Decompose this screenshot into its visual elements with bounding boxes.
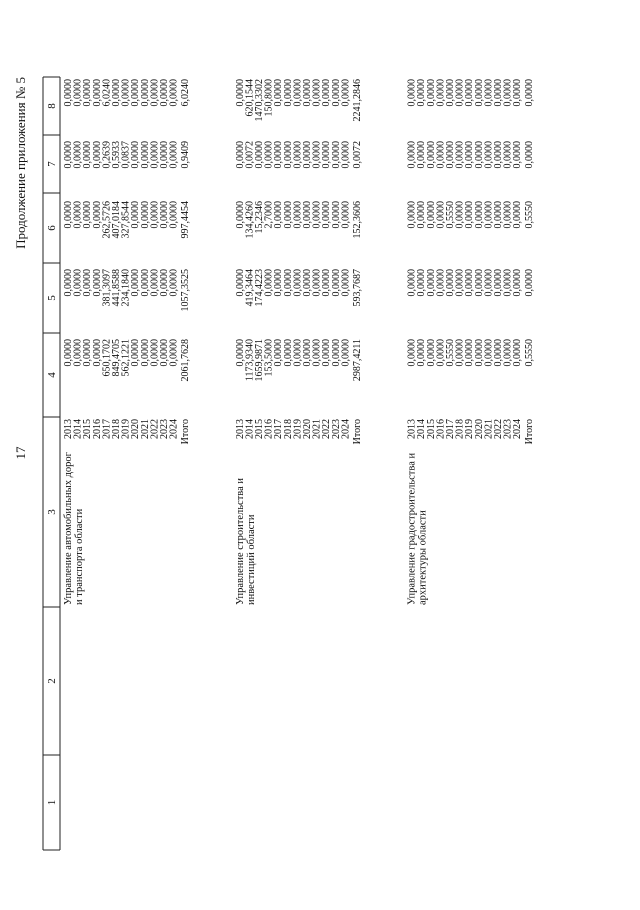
cell-col-6: 0,0000 (139, 201, 151, 229)
cell-col-7: 0,0000 (473, 141, 485, 169)
block-name-line: инвестиций области (245, 514, 257, 605)
cell-col-8: 0,0000 (493, 79, 504, 107)
year-label: 2024 (168, 419, 180, 439)
cell-col-7: 0,0000 (302, 141, 313, 169)
cell-col-8: 6,0240 (101, 79, 113, 107)
cell-col-5: 0,0000 (292, 269, 304, 297)
year-label: 2024 (512, 419, 524, 439)
cell-col-8: 0,0000 (445, 79, 456, 107)
cell-col-6: 0,0000 (416, 201, 428, 229)
cell-col-7: 0,0000 (311, 141, 323, 169)
cell-col-4: 0,0000 (282, 339, 294, 367)
cell-col-4: 0,0000 (473, 339, 485, 367)
cell-col-6: 0,0000 (149, 201, 161, 229)
cell-col-5: 0,0000 (473, 269, 485, 297)
year-label: 2017 (273, 419, 285, 439)
cell-col-8: 0,0000 (282, 79, 294, 107)
cell-col-5: 0,0000 (302, 269, 313, 297)
cell-col-8: 0,0000 (139, 79, 151, 107)
cell-col-7: 0,0000 (159, 141, 170, 169)
year-label: 2019 (464, 419, 476, 439)
cell-col-7: 0,0000 (512, 141, 524, 169)
cell-col-6: 0,0000 (512, 201, 524, 229)
cell-col-7: 0,0000 (139, 141, 151, 169)
column-number-2: 2 (46, 678, 58, 684)
cell-col-6: 15,2346 (254, 201, 265, 234)
year-label: 2024 (340, 419, 352, 439)
block-name-line: Управление градостроительства и (406, 452, 418, 605)
cell-col-7: 0,0000 (234, 141, 246, 169)
total-label: Итого (523, 419, 535, 445)
cell-col-4: 0,0000 (168, 339, 180, 367)
cell-col-6: 0,0000 (91, 201, 103, 229)
year-label: 2013 (406, 419, 418, 439)
cell-col-6: 0,0000 (168, 201, 180, 229)
year-label: 2021 (483, 419, 495, 439)
cell-col-7: 0,0000 (435, 141, 447, 169)
cell-col-7: 0,0000 (406, 141, 418, 169)
cell-col-6: 0,0000 (473, 201, 485, 229)
cell-col-4: 0,0000 (435, 339, 447, 367)
cell-col-8: 1470,3302 (254, 79, 265, 122)
cell-col-7: 0,0000 (63, 141, 74, 169)
cell-col-8: 0,0000 (63, 79, 74, 107)
cell-col-8: 0,0000 (149, 79, 161, 107)
cell-col-6: 0,0000 (464, 201, 476, 229)
year-label: 2022 (149, 419, 161, 439)
column-number-3: 3 (46, 509, 58, 515)
cell-col-8: 0,0000 (406, 79, 418, 107)
cell-col-4: 0,0000 (425, 339, 437, 367)
cell-col-6: 0,5550 (445, 201, 456, 229)
cell-col-6: 0,0000 (483, 201, 495, 229)
cell-col-6: 2,7000 (263, 201, 275, 229)
block-name-line: архитектуры области (417, 510, 429, 605)
year-label: 2016 (91, 419, 103, 439)
cell-col-6: 0,0000 (63, 201, 74, 229)
cell-col-6: 0,5550 (523, 201, 535, 229)
year-label: 2020 (473, 419, 485, 439)
cell-col-4: 0,0000 (139, 339, 151, 367)
cell-col-8: 0,0000 (321, 79, 333, 107)
cell-col-5: 0,0000 (445, 269, 456, 297)
cell-col-8: 0,0000 (454, 79, 466, 107)
cell-col-4: 0,0000 (159, 339, 170, 367)
cell-col-8: 0,0000 (168, 79, 180, 107)
cell-col-7: 0,0000 (454, 141, 466, 169)
cell-col-7: 0,0000 (416, 141, 428, 169)
cell-col-6: 0,0000 (292, 201, 304, 229)
cell-col-8: 6,0240 (180, 79, 192, 107)
cell-col-7: 0,0837 (120, 141, 132, 169)
cell-col-6: 134,4260 (244, 201, 256, 239)
year-label: 2022 (493, 419, 504, 439)
cell-col-6: 0,0000 (406, 201, 418, 229)
cell-col-6: 0,0000 (302, 201, 313, 229)
cell-col-8: 0,0000 (435, 79, 447, 107)
year-label: 2020 (130, 419, 142, 439)
cell-col-4: 0,0000 (130, 339, 142, 367)
cell-col-5: 0,0000 (416, 269, 428, 297)
cell-col-5: 0,0000 (311, 269, 323, 297)
cell-col-4: 0,0000 (483, 339, 495, 367)
cell-col-7: 0,0000 (282, 141, 294, 169)
cell-col-5: 0,0000 (502, 269, 514, 297)
cell-col-5: 441,8588 (111, 269, 122, 307)
cell-col-5: 0,0000 (454, 269, 466, 297)
cell-col-4: 0,0000 (91, 339, 103, 367)
year-label: 2022 (321, 419, 333, 439)
cell-col-5: 0,0000 (159, 269, 170, 297)
cell-col-5: 593,7687 (352, 269, 363, 307)
cell-col-8: 0,0000 (273, 79, 285, 107)
block-name-line: Управление строительства и (234, 477, 246, 605)
block-name-line: и транспорта области (74, 508, 85, 605)
year-label: 2017 (101, 419, 113, 439)
cell-col-5: 0,0000 (63, 269, 74, 297)
cell-col-4: 0,0000 (502, 339, 514, 367)
cell-col-5: 0,0000 (483, 269, 495, 297)
year-label: 2020 (302, 419, 313, 439)
cell-col-8: 0,0000 (416, 79, 428, 107)
cell-col-4: 849,4705 (111, 339, 122, 377)
cell-col-7: 0,0000 (149, 141, 161, 169)
cell-col-4: 0,0000 (311, 339, 323, 367)
column-number-4: 4 (46, 372, 58, 378)
cell-col-6: 152,3606 (352, 201, 363, 239)
cell-col-4: 0,0000 (63, 339, 74, 367)
cell-col-4: 650,1702 (101, 339, 113, 377)
cell-col-8: 0,0000 (340, 79, 352, 107)
year-label: 2016 (263, 419, 275, 439)
cell-col-5: 419,3464 (244, 269, 256, 307)
cell-col-5: 0,0000 (168, 269, 180, 297)
cell-col-6: 0,0000 (159, 201, 170, 229)
cell-col-4: 0,0000 (321, 339, 333, 367)
cell-col-4: 0,0000 (493, 339, 504, 367)
cell-col-8: 0,0000 (473, 79, 485, 107)
year-label: 2018 (454, 419, 466, 439)
cell-col-4: 0,0000 (72, 339, 84, 367)
cell-col-4: 0,0000 (292, 339, 304, 367)
total-label: Итого (180, 419, 192, 445)
year-label: 2014 (416, 419, 428, 439)
cell-col-4: 562,1221 (120, 339, 132, 377)
year-label: 2014 (72, 419, 84, 439)
cell-col-5: 0,0000 (82, 269, 94, 297)
year-label: 2021 (139, 419, 151, 439)
year-label: 2018 (111, 419, 122, 439)
cell-col-6: 0,0000 (82, 201, 94, 229)
cell-col-5: 0,0000 (139, 269, 151, 297)
year-label: 2019 (120, 419, 132, 439)
cell-col-4: 0,0000 (82, 339, 94, 367)
cell-col-6: 0,0000 (273, 201, 285, 229)
cell-col-4: 0,5550 (523, 339, 535, 367)
year-label: 2019 (292, 419, 304, 439)
year-label: 2023 (330, 419, 342, 439)
cell-col-5: 381,3097 (101, 269, 113, 307)
cell-col-6: 0,0000 (493, 201, 504, 229)
cell-col-7: 0,0000 (254, 141, 265, 169)
column-number-8: 8 (46, 103, 58, 109)
cell-col-7: 0,0000 (464, 141, 476, 169)
total-label: Итого (352, 419, 363, 445)
year-label: 2023 (502, 419, 514, 439)
cell-col-8: 0,0000 (111, 79, 122, 107)
cell-col-4: 0,5550 (445, 339, 456, 367)
cell-col-5: 0,0000 (234, 269, 246, 297)
cell-col-7: 0,0000 (425, 141, 437, 169)
cell-col-8: 0,0000 (512, 79, 524, 107)
cell-col-8: 0,0000 (302, 79, 313, 107)
year-label: 2021 (311, 419, 323, 439)
year-label: 2015 (425, 419, 437, 439)
cell-col-6: 0,0000 (282, 201, 294, 229)
cell-col-8: 0,0000 (91, 79, 103, 107)
cell-col-8: 0,0000 (130, 79, 142, 107)
appendix-title: Продолжение приложения № 5 (13, 77, 28, 249)
cell-col-6: 0,0000 (311, 201, 323, 229)
cell-col-5: 0,0000 (91, 269, 103, 297)
cell-col-6: 0,0000 (340, 201, 352, 229)
year-label: 2016 (435, 419, 447, 439)
cell-col-6: 0,0000 (321, 201, 333, 229)
cell-col-5: 0,0000 (425, 269, 437, 297)
cell-col-7: 0,0000 (263, 141, 275, 169)
cell-col-8: 0,0000 (120, 79, 132, 107)
cell-col-6: 0,0000 (130, 201, 142, 229)
cell-col-5: 0,0000 (406, 269, 418, 297)
year-label: 2013 (63, 419, 74, 439)
cell-col-8: 2241,2846 (352, 79, 363, 122)
cell-col-5: 0,0000 (523, 269, 535, 297)
year-label: 2015 (82, 419, 94, 439)
cell-col-7: 0,0000 (523, 141, 535, 169)
cell-col-5: 0,0000 (512, 269, 524, 297)
cell-col-8: 0,0000 (292, 79, 304, 107)
cell-col-6: 0,0000 (435, 201, 447, 229)
cell-col-6: 0,0000 (425, 201, 437, 229)
cell-col-6: 0,0000 (330, 201, 342, 229)
cell-col-5: 0,0000 (321, 269, 333, 297)
cell-col-6: 0,0000 (454, 201, 466, 229)
cell-col-7: 0,0000 (168, 141, 180, 169)
cell-col-4: 2061,7628 (180, 339, 192, 382)
year-label: 2023 (159, 419, 170, 439)
cell-col-4: 0,0000 (330, 339, 342, 367)
cell-col-5: 0,0000 (263, 269, 275, 297)
cell-col-4: 1173,9340 (244, 339, 256, 382)
cell-col-4: 1659,9871 (254, 339, 265, 382)
cell-col-6: 407,0184 (111, 201, 122, 239)
cell-col-4: 0,0000 (234, 339, 246, 367)
cell-col-7: 0,0000 (483, 141, 495, 169)
cell-col-4: 0,0000 (454, 339, 466, 367)
cell-col-7: 0,0000 (72, 141, 84, 169)
cell-col-4: 0,0000 (340, 339, 352, 367)
cell-col-8: 0,0000 (72, 79, 84, 107)
year-label: 2017 (445, 419, 456, 439)
cell-col-7: 0,0000 (493, 141, 504, 169)
cell-col-8: 0,0000 (234, 79, 246, 107)
column-number-6: 6 (46, 225, 58, 231)
cell-col-5: 0,0000 (340, 269, 352, 297)
cell-col-7: 0,0000 (91, 141, 103, 169)
cell-col-5: 0,0000 (282, 269, 294, 297)
cell-col-4: 0,0000 (464, 339, 476, 367)
column-number-1: 1 (46, 799, 58, 806)
cell-col-4: 153,5000 (263, 339, 275, 377)
page-number: 17 (13, 446, 28, 460)
cell-col-8: 0,0000 (159, 79, 170, 107)
cell-col-4: 0,0000 (512, 339, 524, 367)
cell-col-8: 0,0000 (502, 79, 514, 107)
cell-col-4: 2987,4211 (352, 339, 363, 382)
year-label: 2015 (254, 419, 265, 439)
cell-col-7: 0,0000 (82, 141, 94, 169)
cell-col-5: 0,0000 (273, 269, 285, 297)
cell-col-4: 0,0000 (149, 339, 161, 367)
cell-col-5: 0,0000 (130, 269, 142, 297)
cell-col-8: 0,0000 (523, 79, 535, 107)
cell-col-5: 0,0000 (149, 269, 161, 297)
year-label: 2018 (282, 419, 294, 439)
cell-col-6: 0,0000 (72, 201, 84, 229)
cell-col-8: 0,0000 (311, 79, 323, 107)
cell-col-4: 0,0000 (302, 339, 313, 367)
cell-col-5: 0,0000 (464, 269, 476, 297)
cell-col-8: 620,1544 (244, 79, 256, 117)
cell-col-5: 0,0000 (330, 269, 342, 297)
cell-col-6: 262,5726 (101, 201, 113, 239)
cell-col-7: 0,0000 (445, 141, 456, 169)
cell-col-8: 0,0000 (330, 79, 342, 107)
year-label: 2013 (234, 419, 246, 439)
cell-col-8: 0,0000 (483, 79, 495, 107)
cell-col-6: 0,0000 (502, 201, 514, 229)
cell-col-7: 0,0000 (502, 141, 514, 169)
cell-col-7: 0,0000 (292, 141, 304, 169)
cell-col-5: 0,0000 (72, 269, 84, 297)
block-name-line: Управление автомобильных дорог (63, 452, 74, 605)
cell-col-7: 0,0000 (330, 141, 342, 169)
cell-col-8: 0,0000 (425, 79, 437, 107)
cell-col-8: 0,0000 (464, 79, 476, 107)
cell-col-7: 0,0000 (340, 141, 352, 169)
cell-col-5: 234,1840 (120, 269, 132, 307)
cell-col-5: 174,4223 (254, 269, 265, 307)
cell-col-4: 0,0000 (273, 339, 285, 367)
cell-col-7: 0,0000 (130, 141, 142, 169)
cell-col-7: 0,0000 (321, 141, 333, 169)
year-label: 2014 (244, 419, 256, 439)
cell-col-6: 327,8544 (120, 201, 132, 239)
cell-col-7: 0,0072 (244, 141, 256, 169)
cell-col-8: 0,0000 (82, 79, 94, 107)
cell-col-7: 0,0000 (273, 141, 285, 169)
cell-col-7: 0,0072 (352, 141, 363, 169)
cell-col-8: 150,8000 (263, 79, 275, 117)
cell-col-6: 0,0000 (234, 201, 246, 229)
cell-col-6: 997,4454 (180, 201, 192, 239)
cell-col-4: 0,0000 (416, 339, 428, 367)
cell-col-5: 0,0000 (493, 269, 504, 297)
cell-col-5: 1057,3525 (180, 269, 192, 312)
column-number-5: 5 (46, 295, 58, 301)
cell-col-7: 0,2639 (101, 141, 113, 169)
cell-col-5: 0,0000 (435, 269, 447, 297)
cell-col-7: 0,9409 (180, 141, 192, 169)
column-number-7: 7 (46, 161, 58, 167)
cell-col-7: 0,5933 (111, 141, 122, 169)
cell-col-4: 0,0000 (406, 339, 418, 367)
